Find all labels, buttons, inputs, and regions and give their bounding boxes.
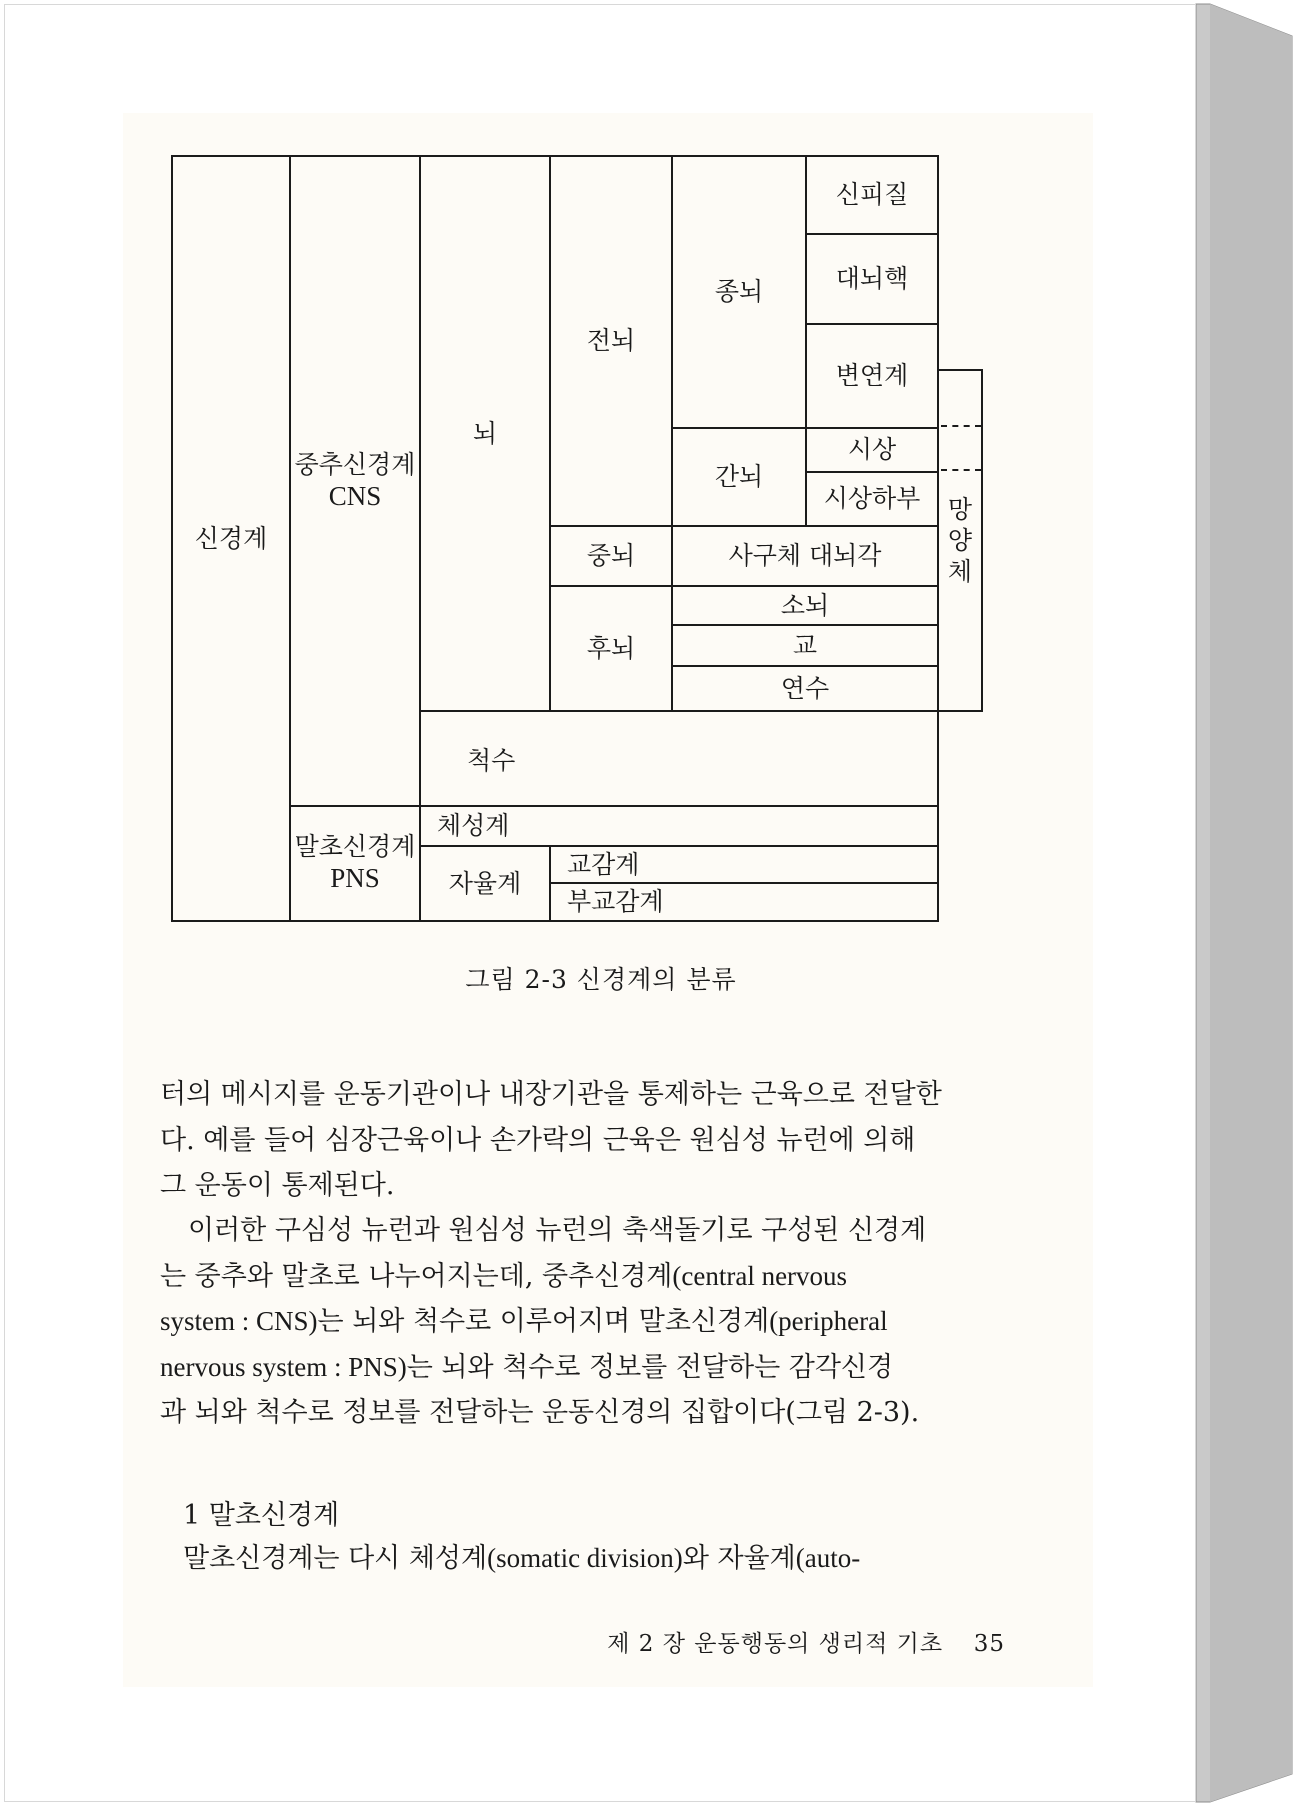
label-brain: 뇌 bbox=[472, 418, 498, 448]
label-midbrain: 중뇌 bbox=[586, 541, 636, 571]
cell-parasympathetic bbox=[549, 882, 939, 922]
label-reticular-3: 체 bbox=[947, 557, 973, 587]
cell-pons bbox=[671, 624, 939, 667]
cell-midbrain bbox=[549, 525, 673, 587]
label-sympathetic: 교감계 bbox=[567, 849, 640, 879]
cell-medulla bbox=[671, 665, 939, 712]
label-parasympathetic: 부교감계 bbox=[567, 887, 664, 917]
label-somatic: 체성계 bbox=[437, 811, 510, 841]
section-heading: 1 말초신경계 bbox=[183, 1500, 340, 1531]
cell-nervous-system bbox=[171, 155, 291, 922]
label-cortex: 신피질 bbox=[835, 180, 909, 210]
paragraph-1-line-2: 다. 예를 들어 심장근육이나 손가락의 근육은 원심성 뉴런에 의해 bbox=[160, 1124, 916, 1156]
cell-spinal-cord bbox=[419, 710, 939, 807]
label-forebrain: 전뇌 bbox=[586, 326, 636, 356]
label-pons: 교 bbox=[792, 630, 818, 660]
paragraph-2-line-5: 과 뇌와 척수로 정보를 전달하는 운동신경의 집합이다(그림 2-3). bbox=[160, 1397, 920, 1428]
book-page bbox=[4, 4, 1196, 1802]
paragraph-2-line-1: 이러한 구심성 뉴런과 원심성 뉴런의 축색돌기로 구성된 신경계 bbox=[188, 1215, 927, 1246]
paragraph-3 bbox=[183, 1536, 1008, 1582]
cell-basal-nuclei bbox=[805, 233, 939, 325]
label-basal-nuclei: 대뇌핵 bbox=[835, 264, 909, 294]
label-limbic: 변연계 bbox=[835, 361, 909, 391]
cell-hypothalamus bbox=[805, 471, 939, 527]
cell-autonomic bbox=[419, 845, 551, 922]
paragraph-2-line-3-ko: 는 뇌와 척수로 이루어지며 말초신경계 bbox=[317, 1306, 770, 1337]
cell-cortex bbox=[805, 155, 939, 235]
label-cerebellum: 소뇌 bbox=[780, 590, 830, 620]
paragraph-3-en-2: (auto- bbox=[795, 1543, 861, 1573]
label-spinal-cord: 척수 bbox=[467, 745, 516, 775]
paragraph-2-line-3-en-1: system : CNS) bbox=[160, 1306, 318, 1336]
cell-telencephalon bbox=[671, 155, 807, 429]
label-pns-abbr: PNS bbox=[330, 863, 380, 894]
label-hindbrain: 후뇌 bbox=[586, 633, 636, 663]
cell-thalamus bbox=[805, 427, 939, 473]
paragraph-1 bbox=[160, 1072, 1010, 1209]
paragraph-3-ko-1: 말초신경계는 다시 체성계 bbox=[183, 1543, 488, 1574]
label-autonomic: 자율계 bbox=[448, 868, 522, 898]
paragraph-3-ko-2: 와 자율계 bbox=[682, 1543, 796, 1574]
figure-caption: 그림 2-3 신경계의 분류 bbox=[465, 965, 737, 994]
paragraph-1-line-1: 터의 메시지를 운동기관이나 내장기관을 통제하는 근육으로 전달한 bbox=[160, 1079, 942, 1110]
footer-page-number: 35 bbox=[973, 1631, 1005, 1657]
label-hypothalamus: 시상하부 bbox=[823, 484, 921, 514]
cell-hindbrain bbox=[549, 585, 673, 712]
label-pns-korean: 말초신경계 bbox=[294, 832, 416, 861]
footer-chapter: 제 2 장 운동행동의 생리적 기초 bbox=[607, 1631, 944, 1657]
paragraph-2-line-4-en: nervous system : PNS) bbox=[160, 1351, 407, 1382]
cell-sympathetic bbox=[549, 845, 939, 884]
dash-line-hypothalamus bbox=[941, 469, 981, 471]
paragraph-2-line-2-ko: 는 중추와 말초로 나누어지는데, 중추신경계 bbox=[160, 1260, 673, 1292]
cell-reticular-formation bbox=[937, 369, 983, 712]
paragraph-2 bbox=[160, 1208, 1010, 1436]
paragraph-3-en-1: (somatic division) bbox=[487, 1543, 683, 1573]
label-cns-abbr: CNS bbox=[328, 480, 382, 511]
cell-limbic bbox=[805, 323, 939, 429]
cell-cns bbox=[289, 155, 421, 807]
paragraph-2-line-4-ko: 는 뇌와 척수로 정보를 전달하는 감각신경 bbox=[406, 1351, 894, 1383]
page-footer bbox=[607, 1625, 1005, 1658]
paragraph-2-line-2-en: (central nervous bbox=[672, 1260, 848, 1291]
label-diencephalon: 간뇌 bbox=[714, 462, 764, 492]
cell-brain bbox=[419, 155, 551, 712]
cell-cerebellum bbox=[671, 585, 939, 626]
label-medulla: 연수 bbox=[780, 673, 830, 703]
label-reticular-2: 양 bbox=[947, 525, 973, 555]
cell-midbrain-parts bbox=[671, 525, 939, 587]
paragraph-1-line-3: 그 운동이 통제된다. bbox=[160, 1170, 395, 1201]
cell-diencephalon bbox=[671, 427, 807, 527]
label-cns-korean: 중추신경계 bbox=[294, 449, 416, 479]
cell-pns bbox=[289, 805, 421, 922]
label-reticular-1: 망 bbox=[947, 494, 973, 524]
cell-somatic bbox=[419, 805, 939, 847]
dash-line-thalamus bbox=[941, 425, 981, 427]
cell-forebrain bbox=[549, 155, 673, 527]
label-nervous-system: 신경계 bbox=[194, 523, 268, 553]
label-thalamus: 시상 bbox=[847, 435, 897, 465]
label-midbrain-parts: 사구체 대뇌각 bbox=[728, 541, 882, 571]
paragraph-2-line-3-en-2: (peripheral bbox=[769, 1306, 888, 1336]
label-telencephalon: 종뇌 bbox=[714, 277, 764, 307]
